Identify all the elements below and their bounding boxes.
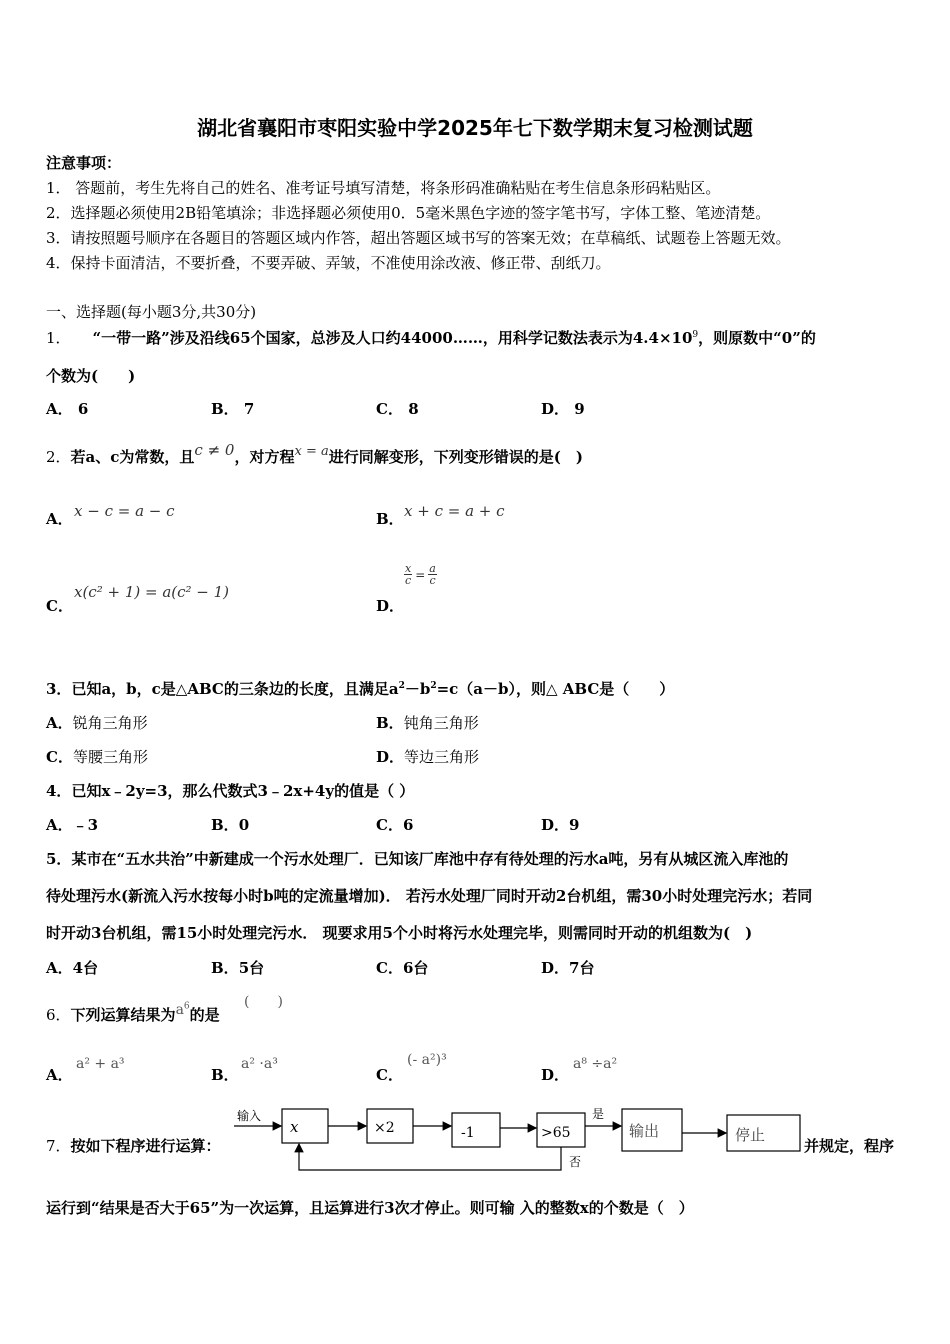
question-5-line-3: 时开动3台机组，需15小时处理完污水． 现要求用5个小时将污水处理完毕，则需同时开动的机组数为( ): [46, 924, 753, 942]
q1-text-b: ，则原数中“0”的: [698, 329, 816, 347]
q6-expression: $a^6$: [175, 1001, 190, 1018]
notice-item-1: 1． 答题前，考生先将自己的姓名、准考证号填写清楚，将条形码准确粘贴在考生信息条形码粘贴区。: [46, 179, 721, 197]
q6-option-c-formula: (- a²)³: [407, 1052, 447, 1068]
q7-text-b: 并规定，程序: [804, 1137, 895, 1155]
q7-text-c: 运行到“结果是否大于65”为一次运算，且运算进行3次才停止。则可输 入的整数x的个数是（ ）: [46, 1199, 694, 1217]
notice-heading: 注意事项：: [46, 154, 122, 172]
q2-text-b: ，对方程: [234, 448, 295, 466]
question-number: 4．: [46, 782, 72, 800]
q1-text-c: 个数为( ): [46, 367, 136, 385]
q3-option-a: A．锐角三角形: [46, 714, 148, 732]
fraction-x-over-c: $\frac{x}{c}$: [405, 562, 412, 587]
q6-paren: ( ): [244, 994, 283, 1010]
q2-text-c: 进行同解变形，下列变形错误的是( ): [328, 448, 583, 466]
q2-condition: c ≠ 0: [194, 441, 235, 459]
q2-option-b-formula: x + c = a + c: [404, 502, 505, 520]
q4-option-a: A．﹣3: [46, 816, 99, 834]
flow-yes-label: 是: [592, 1107, 605, 1121]
flow-box-x-label: x: [290, 1118, 299, 1136]
question-number: 1．: [46, 329, 71, 347]
q5-option-b: B．5台: [211, 959, 265, 977]
q2-option-d-formula: $\frac{x}{c}$ = $\frac{a}{c}$: [405, 562, 436, 587]
q2-option-b-label: B．: [376, 510, 404, 528]
flow-loop-arrow: [299, 1144, 561, 1170]
q6-option-a-formula: a² + a³: [76, 1056, 125, 1072]
question-3: 3．已知a，b，c是△ABC的三条边的长度，且满足$a^2-b^2=c(a-b)$，则△ ABC是（ ）: [46, 680, 675, 698]
notice-item-2: 2．选择题必须使用2B铅笔填涂；非选择题必须使用0．5毫米黑色字迹的签字笔书写，字体工整、笔迹清楚。: [46, 204, 771, 222]
question-number: 5．: [46, 850, 72, 868]
q6-option-d-formula: a⁸ ÷a²: [573, 1056, 618, 1072]
q1-option-b: B． 7: [211, 400, 255, 418]
notice-item-4: 4．保持卡面清洁，不要折叠，不要弄破、弄皱，不准使用涂改液、修正带、刮纸刀。: [46, 254, 611, 272]
question-6: 6．下列运算结果为$a^6$的是: [46, 1001, 220, 1024]
flow-box-output-label: 输出: [629, 1122, 660, 1140]
flow-no-label: 否: [569, 1155, 582, 1169]
question-number: 7．: [46, 1137, 71, 1155]
flow-box-compare-label: >65: [541, 1125, 571, 1141]
q2-equation: x = a: [294, 444, 329, 459]
question-5-line-2: 待处理污水(新流入污水按每小时b吨的定流量增加)． 若污水处理厂同时开动2台机组，需30小时处理完污水；若同: [46, 887, 813, 905]
flowchart: [232, 1100, 807, 1180]
q1-option-d: D． 9: [541, 400, 585, 418]
q1-text-a: “一带一路”涉及沿线65个国家，总涉及人口约44000……，用科学记数法表示为4.4×10: [92, 329, 693, 347]
q6-option-d-label: D．: [541, 1066, 570, 1084]
q2-option-a-formula: x − c = a − c: [74, 502, 175, 520]
q1-exponent: 9: [692, 330, 699, 340]
flow-box-x: [282, 1109, 328, 1143]
question-number: 2．: [46, 448, 71, 466]
q5-option-c: C．6台: [376, 959, 429, 977]
question-number: 3．: [46, 680, 72, 698]
flow-box-stop-label: 停止: [735, 1126, 766, 1144]
q2-option-c-label: C．: [46, 597, 73, 615]
q1-option-a: A． 6: [46, 400, 89, 418]
notice-item-3: 3．请按照题号顺序在各题目的答题区域内作答，超出答题区域书写的答案无效；在草稿纸、试题卷上答题无效。: [46, 229, 791, 247]
fraction-a-over-c: $\frac{a}{c}$: [429, 562, 436, 587]
q5-option-d: D．7台: [541, 959, 595, 977]
q2-option-a-label: A．: [46, 510, 73, 528]
question-7: 7．按如下程序进行运算：: [46, 1137, 221, 1155]
q3-option-d: D．等边三角形: [376, 748, 480, 766]
q4-option-c: C．6: [376, 816, 414, 834]
q5-option-a: A．4台: [46, 959, 99, 977]
page-title: 湖北省襄阳市枣阳实验中学2025年七下数学期末复习检测试题: [197, 116, 753, 140]
question-number: 6．: [46, 1006, 71, 1024]
section-heading: 一、选择题(每小题3分,共30分): [46, 303, 257, 321]
q2-option-d-label: D．: [376, 597, 405, 615]
question-2: [46, 441, 583, 467]
q2-text-a: 若a、c为常数，且: [70, 448, 195, 466]
q6-option-a-label: A．: [46, 1066, 73, 1084]
question-1: [46, 327, 816, 348]
flow-input-label: 输入: [237, 1109, 262, 1123]
q6-option-b-label: B．: [211, 1066, 239, 1084]
flow-box-subtract: [452, 1113, 500, 1147]
flow-box-multiply-label: ×2: [374, 1120, 395, 1136]
question-4: 4．已知x﹣2y=3，那么代数式3﹣2x+4y的值是（ ）: [46, 782, 415, 800]
q4-option-b: B．0: [211, 816, 250, 834]
q6-option-c-label: C．: [376, 1066, 403, 1084]
q3-option-c: C．等腰三角形: [46, 748, 148, 766]
q2-option-c-formula: x(c² + 1) = a(c² − 1): [74, 583, 230, 601]
question-5-line-1: 5．某市在“五水共治”中新建成一个污水处理厂．已知该厂库池中存有待处理的污水a吨，另有从城区流入库池的: [46, 850, 789, 868]
q6-option-b-formula: a² ·a³: [241, 1056, 278, 1072]
q4-option-d: D．9: [541, 816, 580, 834]
q3-option-b: B．钝角三角形: [376, 714, 479, 732]
flow-box-subtract-label: -1: [461, 1125, 475, 1141]
q1-option-c: C． 8: [376, 400, 419, 418]
